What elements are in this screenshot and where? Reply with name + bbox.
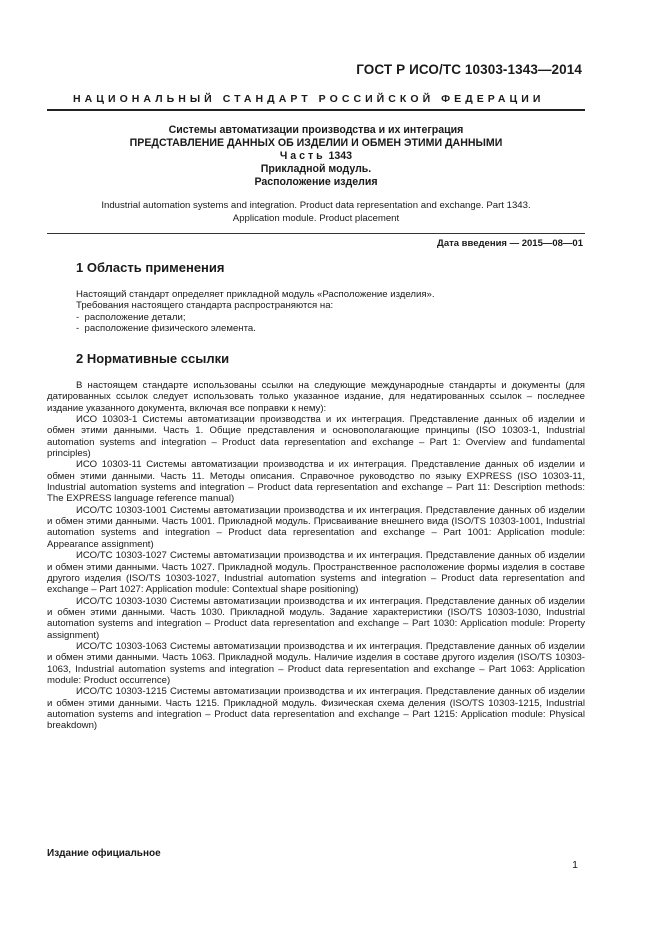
- document-number: ГОСТ Р ИСО/ТС 10303-1343—2014: [356, 62, 582, 77]
- reference-iso-10303-11: ИСО 10303-11 Системы автоматизации производства и их интеграция. Представление данных об изделии и обмен этими данными. Часть 11. Методы описания. Справочное руководство по языку EXPRESS (ISO 10303-11, Industrial automation systems and integration – Product data representation and exchange – Part 11: Description methods: The EXPRESS language reference manual): [47, 459, 585, 505]
- section-1-list-item: - расположение физического элемента.: [76, 323, 256, 335]
- section-1-heading: 1 Область применения: [76, 260, 225, 275]
- section-2-heading: 2 Нормативные ссылки: [76, 351, 230, 366]
- reference-iso-10303-1: ИСО 10303-1 Системы автоматизации производства и их интеграция. Представление данных об изделии и обмен этими данными. Часть 1. Общие представления и основополагающие принципы (ISO 10303-1, Industrial automation systems and integration – Product data representation and exchange – Part 1: Overview and fundamental principles): [47, 414, 585, 460]
- title-line-1: Системы автоматизации производства и их интеграция: [168, 124, 464, 136]
- official-edition-label: Издание официальное: [47, 848, 161, 859]
- section-1-list-item: - расположение детали;: [76, 311, 186, 323]
- title-line-4: Прикладной модуль.: [260, 163, 372, 175]
- page-number: 1: [572, 859, 578, 871]
- national-standard-banner: НАЦИОНАЛЬНЫЙ СТАНДАРТ РОССИЙСКОЙ ФЕДЕРАЦИИ: [73, 93, 545, 105]
- introduction-date: Дата введения — 2015—08—01: [437, 238, 583, 249]
- reference-iso-ts-10303-1027: ИСО/ТС 10303-1027 Системы автоматизации производства и их интеграция. Представление данных об изделии и обмен этими данными. Часть 1027. Прикладной модуль. Пространственное расположение формы изделия в составе другого изделия (ISO/TS 10303-1027, Industrial automation systems and integration – Product data representation and exchange – Part 1027: Application module: Contextual shape positioning): [47, 550, 585, 596]
- title-line-2: ПРЕДСТАВЛЕНИЕ ДАННЫХ ОБ ИЗДЕЛИИ И ОБМЕН ЭТИМИ ДАННЫМИ: [129, 137, 503, 149]
- reference-iso-ts-10303-1215: ИСО/ТС 10303-1215 Системы автоматизации производства и их интеграция. Представление данных об изделии и обмен этими данными. Часть 1215. Прикладной модуль. Физическая схема деления (ISO/TS 10303-1215, Industrial automation systems and integration – Product data representation and exchange – Part 1215: Application module: Physical breakdown): [47, 686, 585, 732]
- reference-iso-ts-10303-1030: ИСО/ТС 10303-1030 Системы автоматизации производства и их интеграция. Представление данных об изделии и обмен этими данными. Часть 1030. Прикладной модуль. Задание характеристики (ISO/TS 10303-1030, Industrial automation systems and integration – Product data representation and exchange – Part 1030: Application module: Property assignment): [47, 595, 585, 641]
- reference-iso-ts-10303-1063: ИСО/ТС 10303-1063 Системы автоматизации производства и их интеграция. Представление данных об изделии и обмен этими данными. Часть 1063. Прикладной модуль. Наличие изделия в составе другого изделия (ISO/TS 10303-1063, Industrial automation systems and integration – Product data representation and exchange – Part 1063: Application module: Product occurrence): [47, 640, 585, 686]
- section-1-line: Настоящий стандарт определяет прикладной модуль «Расположение изделия».: [76, 289, 435, 300]
- section-1-line: Требования настоящего стандарта распространяются на:: [76, 300, 334, 312]
- document-title-ru: [47, 124, 585, 189]
- title-line-3: Ч а с т ь 1343: [279, 150, 353, 162]
- title-en-line-2: Application module. Product placement: [232, 212, 400, 224]
- section-1-body: [47, 289, 585, 334]
- title-divider: [47, 233, 585, 234]
- reference-iso-ts-10303-1001: ИСО/ТС 10303-1001 Системы автоматизации производства и их интеграция. Представление данных об изделии и обмен этими данными. Часть 1001. Прикладной модуль. Присваивание внешнего вида (ISO/TS 10303-1001, Industrial automation systems and integration – Product data representation and exchange – Part 1001: Application module: Appearance assignment): [47, 504, 585, 550]
- title-line-5: Расположение изделия: [254, 176, 378, 188]
- section-2-body: [47, 380, 585, 732]
- section-2-paragraph: В настоящем стандарте использованы ссылки на следующие международные стандарты и документы (для датированных ссылок следует использовать только указанное издание, для недатированных ссылок – последнее издание указанного документа, включая все поправки к нему):: [47, 380, 585, 414]
- header-divider: [47, 109, 585, 111]
- document-title-en: [47, 200, 585, 225]
- title-en-line-1: Industrial automation systems and integration. Product data representation and exchange. Part 1343.: [101, 200, 531, 211]
